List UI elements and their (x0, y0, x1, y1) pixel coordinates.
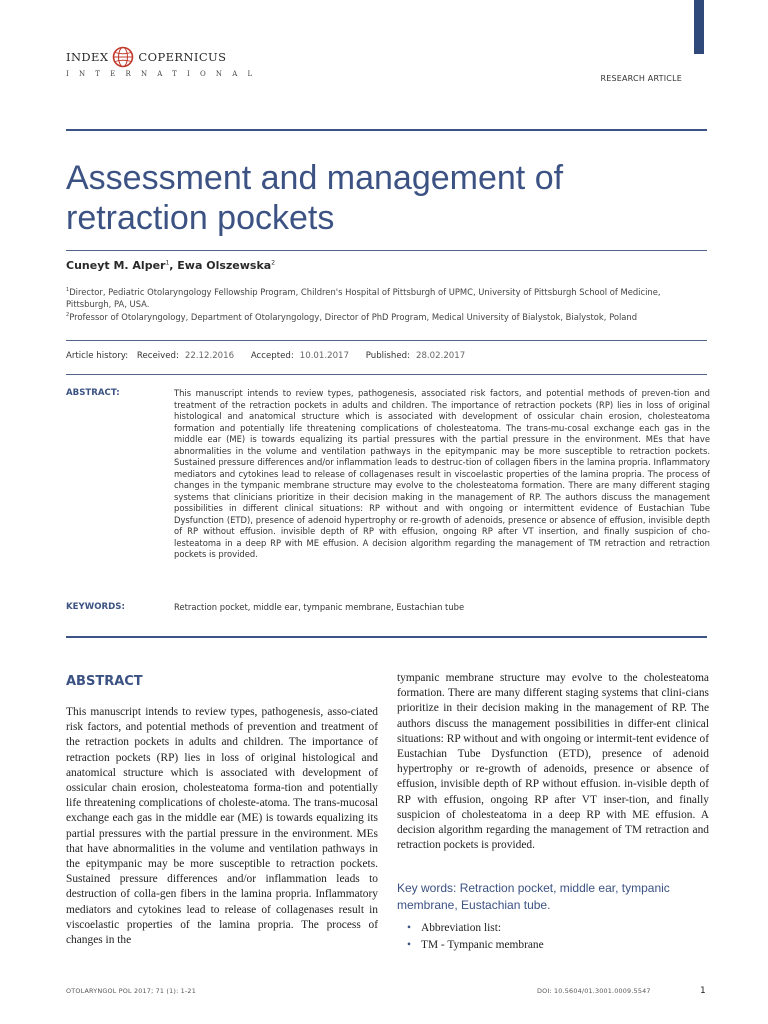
author-affil-marker: 1 (165, 259, 170, 267)
accepted-label: Accepted: (250, 351, 294, 361)
logo-text-left: INDEX (66, 50, 109, 64)
globe-logo-icon (112, 46, 134, 68)
author-name: Cuneyt M. Alper (66, 259, 166, 272)
abbreviation-list (397, 920, 544, 953)
article-history (66, 351, 479, 361)
history-divider (66, 374, 707, 375)
author-separator: , (169, 259, 178, 272)
journal-citation: OTOLARYNGOL POL 2017; 71 (1): 1-21 (66, 987, 196, 995)
header-divider (66, 129, 707, 131)
received-label: Received: (136, 351, 179, 361)
list-item: • Abbreviation list: (397, 920, 544, 937)
logo-subtitle: INTERNATIONAL (66, 70, 263, 78)
list-item: • TM - Tympanic membrane (397, 937, 544, 954)
page-number: 1 (700, 986, 706, 996)
body-column-right: tympanic membrane structure may evolve to the cholesteatoma formation. There are many different staging systems that clini-cians prioritize in their decision making in the management of RP. The authors discuss the management possibilities in differ-ent clinical situations: RP without and with ongoing or intermit-tent evidence of Eustachian Tube Dysfunction (ETD), presence of adenoid hypertrophy or re-growth of adenoids, presence or absence of effusion, invisible depth of RP without effusion. in-visible depth of RP with effusion, ongoing RP after VT inser-tion, and finally suspicion of cholesteatoma in a deep RP with ME effusion. A decision algorithm regarding the management of TM retraction and retraction pockets is provided. (397, 672, 709, 852)
abstract-text: This manuscript intends to review types, pathogenesis, associated risk factors, and potential methods of preven-tion and treatment of the retraction pockets in adults and children. The importance of retraction pockets (RP) lies in loss of original histological and anatomical structure which is associated with development of ossicular chain erosion, cholesteatoma formation and potentially life threatening complications of cholesteatoma. The trans-mu-cosal exchange each gas in the middle ear (ME) is towards equalizing its partial pressures with the partial pressure in the environment. MEs that have abnormalities in the volume and ventilation pathways in the epitympanic may be more susceptible to retraction pockets. Sustained pressure differences and/or inflammation leads to destruc-tion of collagen fibers in the lamina propria. Inflammatory mediators and cytokines lead to release of collagenases result in viscoelastic properties of the lamina propria. The process of changes in the tympanic membrane structure may evolve to the cholesteatoma formation. There are many different staging systems that clinicians prioritize in their decision making in the management of RP. The authors discuss the management possibilities in different clinical situations: RP without and with ongoing or intermittent evidence of Eustachian Tube Dysfunction (ETD), presence of adenoid hypertrophy or re-growth of adenoids, presence or absence of effusion, invisible depth of RP without effusion. invisible depth of RP with effusion, ongoing RP after VT insertion, and finally suspicion of cho-lesteatoma in a deep RP with ME effusion. A decision algorithm regarding the management of TM retraction and retraction pockets is provided. (174, 388, 710, 559)
publisher-logo (66, 46, 262, 78)
affiliation-marker: 1 (66, 287, 70, 293)
body-keywords: Key words: Retraction pocket, middle ear, tympanic membrane, Eustachian tube. (397, 881, 670, 912)
author-affil-marker: 2 (271, 259, 276, 267)
abstract-box-divider (66, 636, 707, 638)
author-list (66, 259, 275, 272)
history-label: Article history: (66, 351, 129, 361)
affiliation (66, 284, 696, 310)
section-title: ABSTRACT (66, 674, 143, 689)
paper-title: Assessment and management of retraction pockets (66, 159, 564, 237)
affiliation-divider (66, 340, 707, 341)
keywords-text: Retraction pocket, middle ear, tympanic membrane, Eustachian tube (174, 602, 465, 612)
published-label: Published: (365, 351, 410, 361)
author-name: Ewa Olszewska (177, 259, 272, 272)
article-type-label: RESEARCH ARTICLE (600, 74, 682, 83)
doi-text: DOI: 10.5604/01.3001.0009.5547 (537, 987, 651, 995)
affiliation-text: Professor of Otolaryngology, Department of Otolaryngology, Director of PhD Program, Medical University of Bialystok, Bialystok, Poland (69, 311, 638, 322)
affiliation-marker: 2 (66, 312, 70, 318)
abstract-label: ABSTRACT: (66, 388, 120, 398)
body-column-left: This manuscript intends to review types, pathogenesis, asso-ciated risk factors, and potential methods of prevention and treatment of the retraction pockets in adults and children. The importance of retraction pockets (RP) lies in loss of original histological and anatomical structure which is associated with development of ossicular chain erosion, cholesteatoma forma-tion and potentially life threatening complications of choleste-atoma. The trans-mucosal exchange each gas in the middle ear (ME) is towards equalizing its partial pressures with the partial pressure in the environment. MEs that have abnormalities in the volume and ventilation pathways in the epitympanic may be more susceptible to retraction pockets. Sustained pressure differences and/or inflammation leads to destruction of colla-gen fibers in the lamina propria. Inflammatory mediators and cytokines lead to release of collagenases result in viscoelastic properties of the lamina propria. The process of changes in the (66, 706, 378, 947)
published-date: 28.02.2017 (416, 351, 466, 361)
affiliation-text: Director, Pediatric Otolaryngology Fellowship Program, Children's Hospital of Pittsburgh of UPMC, University of Pittsburgh School of Medicine, Pittsburgh, PA, USA. (66, 286, 661, 309)
keywords-label: KEYWORDS: (66, 602, 125, 612)
accepted-date: 10.01.2017 (299, 351, 349, 361)
title-divider (66, 250, 707, 251)
corner-accent-bar (694, 0, 704, 54)
affiliation (66, 309, 696, 323)
received-date: 22.12.2016 (184, 351, 235, 361)
logo-text-right: COPERNICUS (138, 50, 227, 64)
